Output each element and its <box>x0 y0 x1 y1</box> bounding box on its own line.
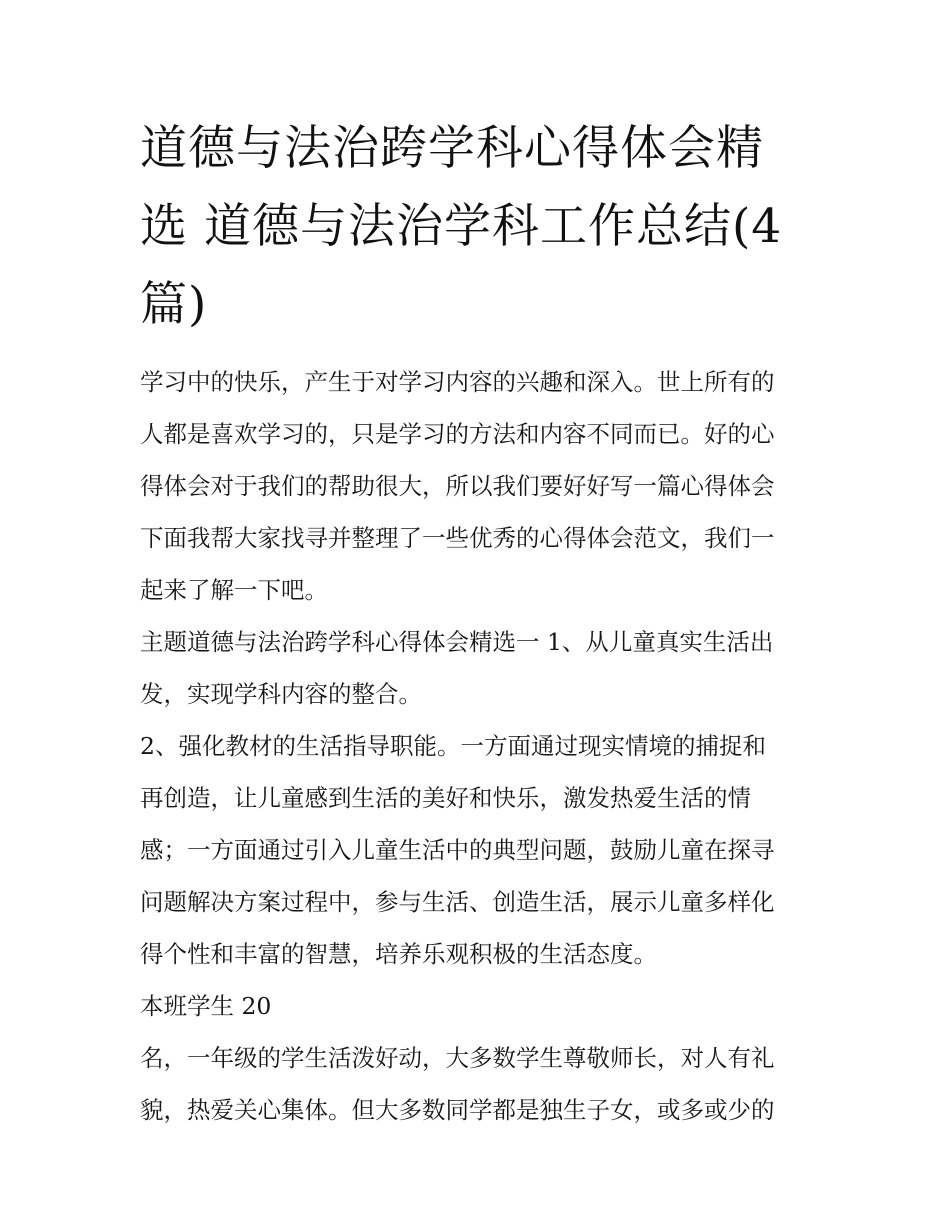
title-line: 道德与法治跨学科心得体会精 <box>140 121 764 176</box>
paragraph-class-size <box>140 980 820 1032</box>
text-line: 2、强化教材的生活指导职能。一方面通过现实情境的捕捉和 <box>140 732 766 760</box>
paragraph-class-description <box>140 1032 820 1136</box>
text-line: 学习中的快乐，产生于对学习内容的兴趣和深入。世上所有的 <box>140 368 775 396</box>
title-line: 篇) <box>140 277 208 332</box>
text-line: 貌，热爱关心集体。但大多数同学都是独生子女，或多或少的 <box>140 1096 775 1124</box>
text-line: 再创造，让儿童感到生活的美好和快乐，激发热爱生活的情 <box>140 784 751 812</box>
text-line: 名，一年级的学生活泼好动，大多数学生尊敬师长，对人有礼 <box>140 1044 775 1072</box>
paragraph-intro <box>140 356 820 616</box>
document-title <box>140 110 810 344</box>
text-line: 人都是喜欢学习的，只是学习的方法和内容不同而已。好的心 <box>140 420 775 448</box>
text-line: 起来了解一下吧。 <box>140 576 328 604</box>
text-line: 发，实现学科内容的整合。 <box>140 680 422 708</box>
title-line: 选 道德与法治学科工作总结(4 <box>140 199 783 254</box>
text-line: 得个性和丰富的智慧，培养乐观积极的生活态度。 <box>140 940 657 968</box>
paragraph-topic-one <box>140 616 820 720</box>
text-line: 问题解决方案过程中，参与生活、创造生活，展示儿童多样化 <box>140 888 775 916</box>
text-line: 下面我帮大家找寻并整理了一些优秀的心得体会范文，我们一 <box>140 524 775 552</box>
text-line: 主题道德与法治跨学科心得体会精选一 1、从儿童真实生活出 <box>140 628 774 656</box>
text-line: 感；一方面通过引入儿童生活中的典型问题，鼓励儿童在探寻 <box>140 836 775 864</box>
text-line: 得体会对于我们的帮助很大，所以我们要好好写一篇心得体会 <box>140 472 775 500</box>
paragraph-point-two <box>140 720 820 980</box>
text-line: 本班学生 20 <box>140 992 272 1020</box>
document-body <box>140 356 820 1136</box>
